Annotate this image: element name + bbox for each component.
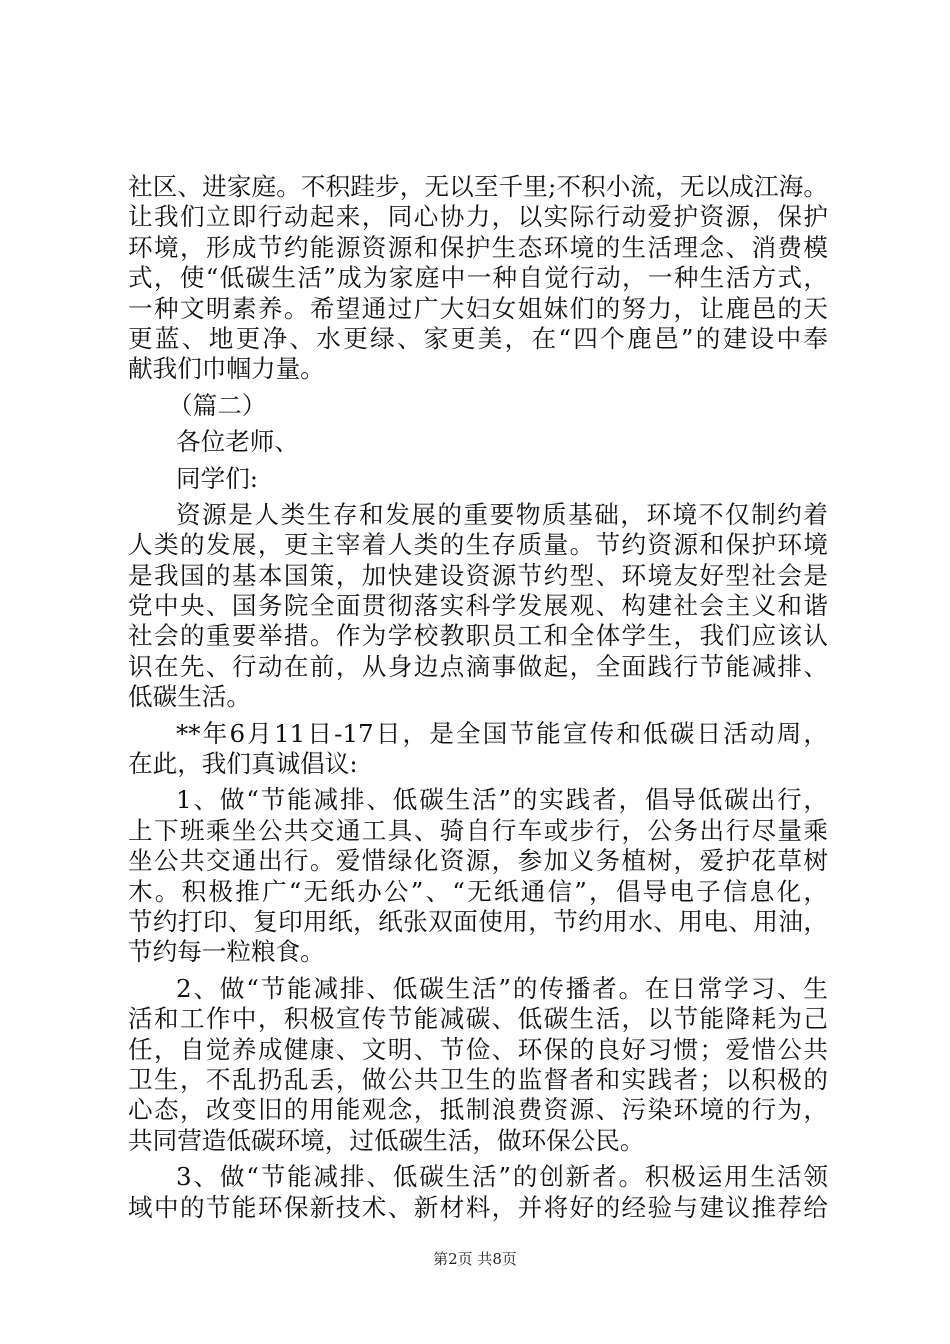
text-line: 1、做“节能减排、低碳生活”的实践者，倡导低碳出行， xyxy=(176,785,828,815)
text-line: 3、做“节能减排、低碳生活”的创新者。积极运用生活领 xyxy=(176,1162,828,1192)
text-line: 资源是人类生存和发展的重要物质基础，环境不仅制约着 xyxy=(176,499,828,529)
text-line: 共同营造低碳环境，过低碳生活，做环保公民。 xyxy=(128,1125,645,1155)
text-line: **年6月11日-17日，是全国节能宣传和低碳日活动周， xyxy=(176,718,828,748)
text-line: 党中央、国务院全面贯彻落实科学发展观、构建社会主义和谐 xyxy=(128,591,828,621)
text-line: 活和工作中，积极宣传节能减碳、低碳生活，以节能降耗为己 xyxy=(128,1004,828,1034)
text-line: 献我们巾帼力量。 xyxy=(128,354,325,384)
section-heading: （篇二） xyxy=(168,390,267,420)
text-line: 节约每一粒粮食。 xyxy=(128,937,325,967)
text-line: 卫生，不乱扔乱丢，做公共卫生的监督者和实践者；以积极的 xyxy=(128,1064,828,1094)
page-number-footer: 第2页 共8页 xyxy=(433,1250,517,1268)
text-line: 社会的重要举措。作为学校教职员工和全体学生，我们应该认 xyxy=(128,621,828,651)
text-line: 社区、进家庭。不积跬步，无以至千里;不积小流，无以成江海。 xyxy=(128,172,828,201)
text-line: 一种文明素养。希望通过广大妇女姐妹们的努力，让鹿邑的天 xyxy=(128,293,828,323)
text-line: 更蓝、地更净、水更绿、家更美，在“四个鹿邑”的建设中奉 xyxy=(128,323,828,353)
text-line: 低碳生活。 xyxy=(128,682,251,712)
text-line: 坐公共交通出行。爱惜绿化资源，参加义务植树，爱护花草树 xyxy=(128,846,828,876)
text-line: 是我国的基本国策，加快建设资源节约型、环境友好型社会是 xyxy=(128,560,828,590)
salutation-line: 同学们: xyxy=(176,463,259,493)
salutation-line: 各位老师、 xyxy=(176,427,299,457)
text-line: 木。积极推广“无纸办公”、“无纸通信”，倡导电子信息化， xyxy=(128,876,828,906)
text-line: 环境，形成节约能源资源和保护生态环境的生活理念、消费模 xyxy=(128,232,828,262)
text-line: 任，自觉养成健康、文明、节俭、环保的良好习惯；爱惜公共 xyxy=(128,1034,828,1064)
text-line: 让我们立即行动起来，同心协力，以实际行动爱护资源，保护 xyxy=(128,202,828,232)
text-line: 域中的节能环保新技术、新材料，并将好的经验与建议推荐给 xyxy=(128,1192,828,1222)
text-line: 节约打印、复印用纸，纸张双面使用，节约用水、用电、用油， xyxy=(128,906,828,936)
text-line: 人类的发展，更主宰着人类的生存质量。节约资源和保护环境 xyxy=(128,530,828,560)
text-line: 式，使“低碳生活”成为家庭中一种自觉行动，一种生活方式， xyxy=(128,263,828,293)
text-line: 在此，我们真诚倡议: xyxy=(128,749,358,779)
document-body xyxy=(128,172,828,1223)
text-line: 识在先、行动在前，从身边点滴事做起，全面践行节能减排、 xyxy=(128,651,828,681)
text-line: 心态，改变旧的用能观念，抵制浪费资源、污染环境的行为， xyxy=(128,1095,828,1125)
text-line: 2、做“节能减排、低碳生活”的传播者。在日常学习、生 xyxy=(176,973,828,1003)
text-line: 上下班乘坐公共交通工具、骑自行车或步行，公务出行尽量乘 xyxy=(128,815,828,845)
